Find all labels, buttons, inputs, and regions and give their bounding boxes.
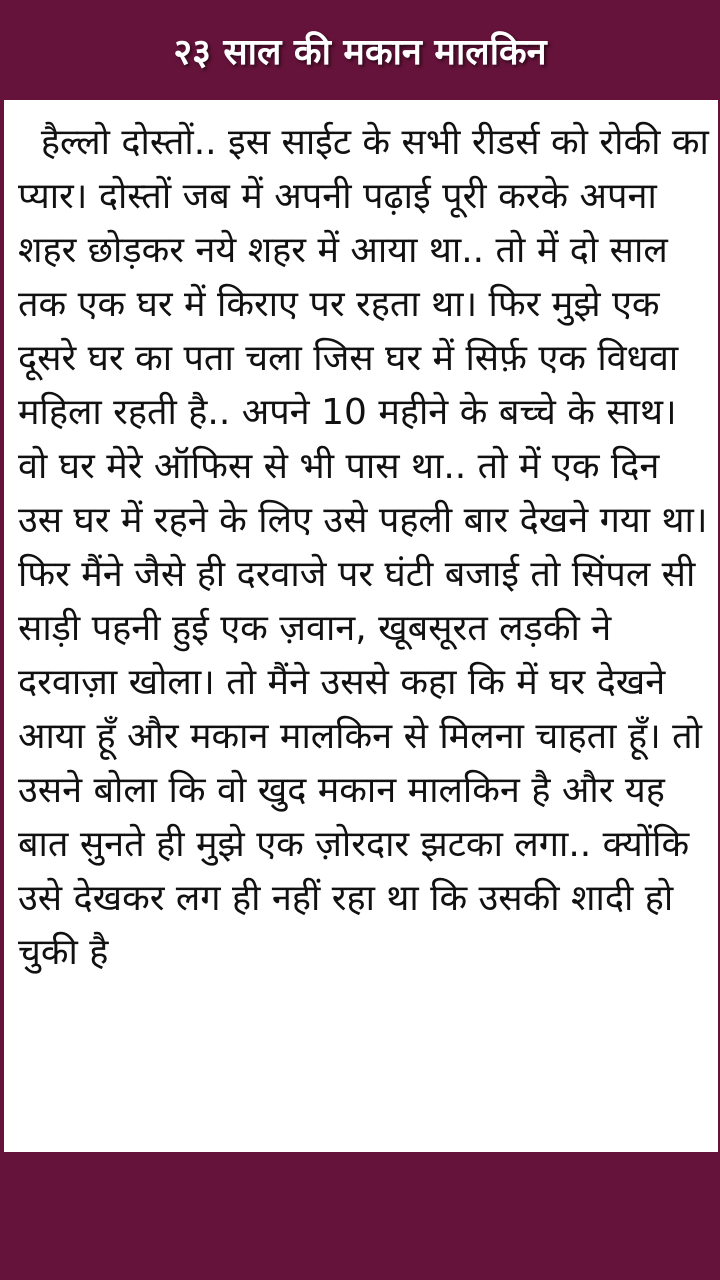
story-text: हैल्लो दोस्तों.. इस साईट के सभी रीडर्स को रोकी का प्यार। दोस्तों जब में अपनी पढ़ाई पूरी करके अपना शहर छोड़कर नये शहर में आया था.. तो में दो साल तक एक घर में किराए पर रहता था। फिर मुझे एक दूसरे घर का पता चला जिस घर में सिर्फ़ एक विधवा महिला रहती है.. अपने 10 महीने के बच्चे के साथ। वो घर मेरे ऑफिस से भी पास था.. तो में एक दिन उस घर में रहने के लिए उसे पहली बार देखने गया था। फिर मैंने जैसे ही दरवाजे पर घंटी बजाई तो सिंपल सी साड़ी पहनी हुई एक ज़वान, खूबसूरत लड़की ने दरवाज़ा खोला। तो मैंने उससे कहा कि में घर देखने आया हूँ और मकान मालकिन से मिलना चाहता हूँ। तो उसने बोला कि वो खुद मकान मालकिन है और यह बात सुनते ही मुझे एक ज़ोरदार झटका लगा.. क्योंकि उसे देखकर लग ही नहीं रहा था कि उसकी शादी हो चुकी है [18, 122, 720, 973]
title-bar [0, 0, 720, 100]
story-content-area[interactable] [4, 100, 718, 1152]
story-title: २३ साल की मकान मालकिन [173, 31, 547, 73]
bottom-panel [0, 1152, 720, 1280]
